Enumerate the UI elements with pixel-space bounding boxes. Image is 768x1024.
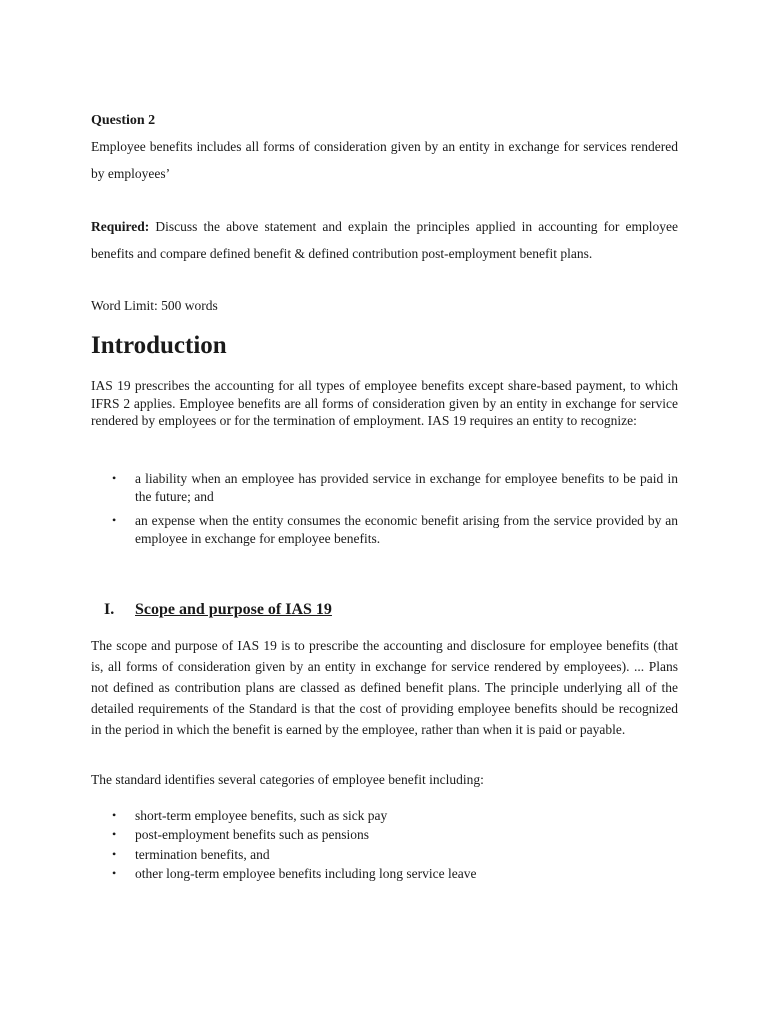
question-title: Question 2: [91, 113, 156, 128]
word-limit: Word Limit: 500 words: [91, 298, 218, 313]
required-label: Required:: [91, 219, 150, 234]
list-item: [91, 512, 678, 547]
bullet-icon: •: [112, 513, 117, 527]
section-title: Scope and purpose of IAS 19: [135, 601, 332, 618]
list-item: [91, 806, 678, 825]
recognition-list: [91, 470, 678, 554]
list-item-text: other long-term employee benefits including long service leave: [135, 865, 477, 881]
categories-list: [91, 806, 678, 883]
introduction-heading: Introduction: [91, 332, 227, 359]
introduction-paragraph: IAS 19 prescribes the accounting for all types of employee benefits except share-based payment, to which IFRS 2 applies. Employee benefits are all forms of consideration given by an entity in exchange for service rendered by employees or for the termination of employment. IAS 19 requires an entity to recognize:: [91, 378, 678, 428]
list-item: [91, 845, 678, 864]
list-item: [91, 825, 678, 844]
bullet-icon: •: [112, 827, 117, 842]
list-item: [91, 864, 678, 883]
list-item-text: a liability when an employee has provided service in exchange for employee benefits to be paid in the future; and: [135, 471, 678, 504]
list-item: [91, 470, 678, 505]
required-paragraph: [91, 213, 678, 267]
required-text: Discuss the above statement and explain the principles applied in accounting for employee benefits and compare defined benefit & defined contribution post-employment benefit plans.: [91, 219, 678, 261]
bullet-icon: •: [112, 865, 117, 880]
list-item-text: an expense when the entity consumes the economic benefit arising from the service provided by an employee in exchange for employee benefits.: [135, 513, 678, 546]
list-item-text: short-term employee benefits, such as sick pay: [135, 808, 388, 823]
bullet-icon: •: [112, 471, 117, 485]
question-statement: Employee benefits includes all forms of consideration given by an entity in exchange for services rendered by employees’: [91, 139, 678, 181]
bullet-icon: •: [112, 846, 117, 861]
scope-section-heading: [104, 600, 332, 620]
list-item-text: termination benefits, and: [135, 846, 270, 862]
bullet-icon: •: [112, 808, 117, 822]
categories-intro: The standard identifies several categories of employee benefit including:: [91, 772, 484, 787]
list-item-text: post-employment benefits such as pensions: [135, 827, 369, 843]
scope-paragraph: The scope and purpose of IAS 19 is to prescribe the accounting and disclosure for employee benefits (that is, all forms of consideration given by an entity in exchange for service rendered by employees). ... Plans not defined as contribution plans are classed as defined benefit plans. The principle underlying all of the detailed requirements of the Standard is that the cost of providing employee benefits should be recognized in the period in which the benefit is earned by the employee, rather than when it is paid or payable.: [91, 638, 678, 737]
section-number: I.: [104, 601, 115, 618]
